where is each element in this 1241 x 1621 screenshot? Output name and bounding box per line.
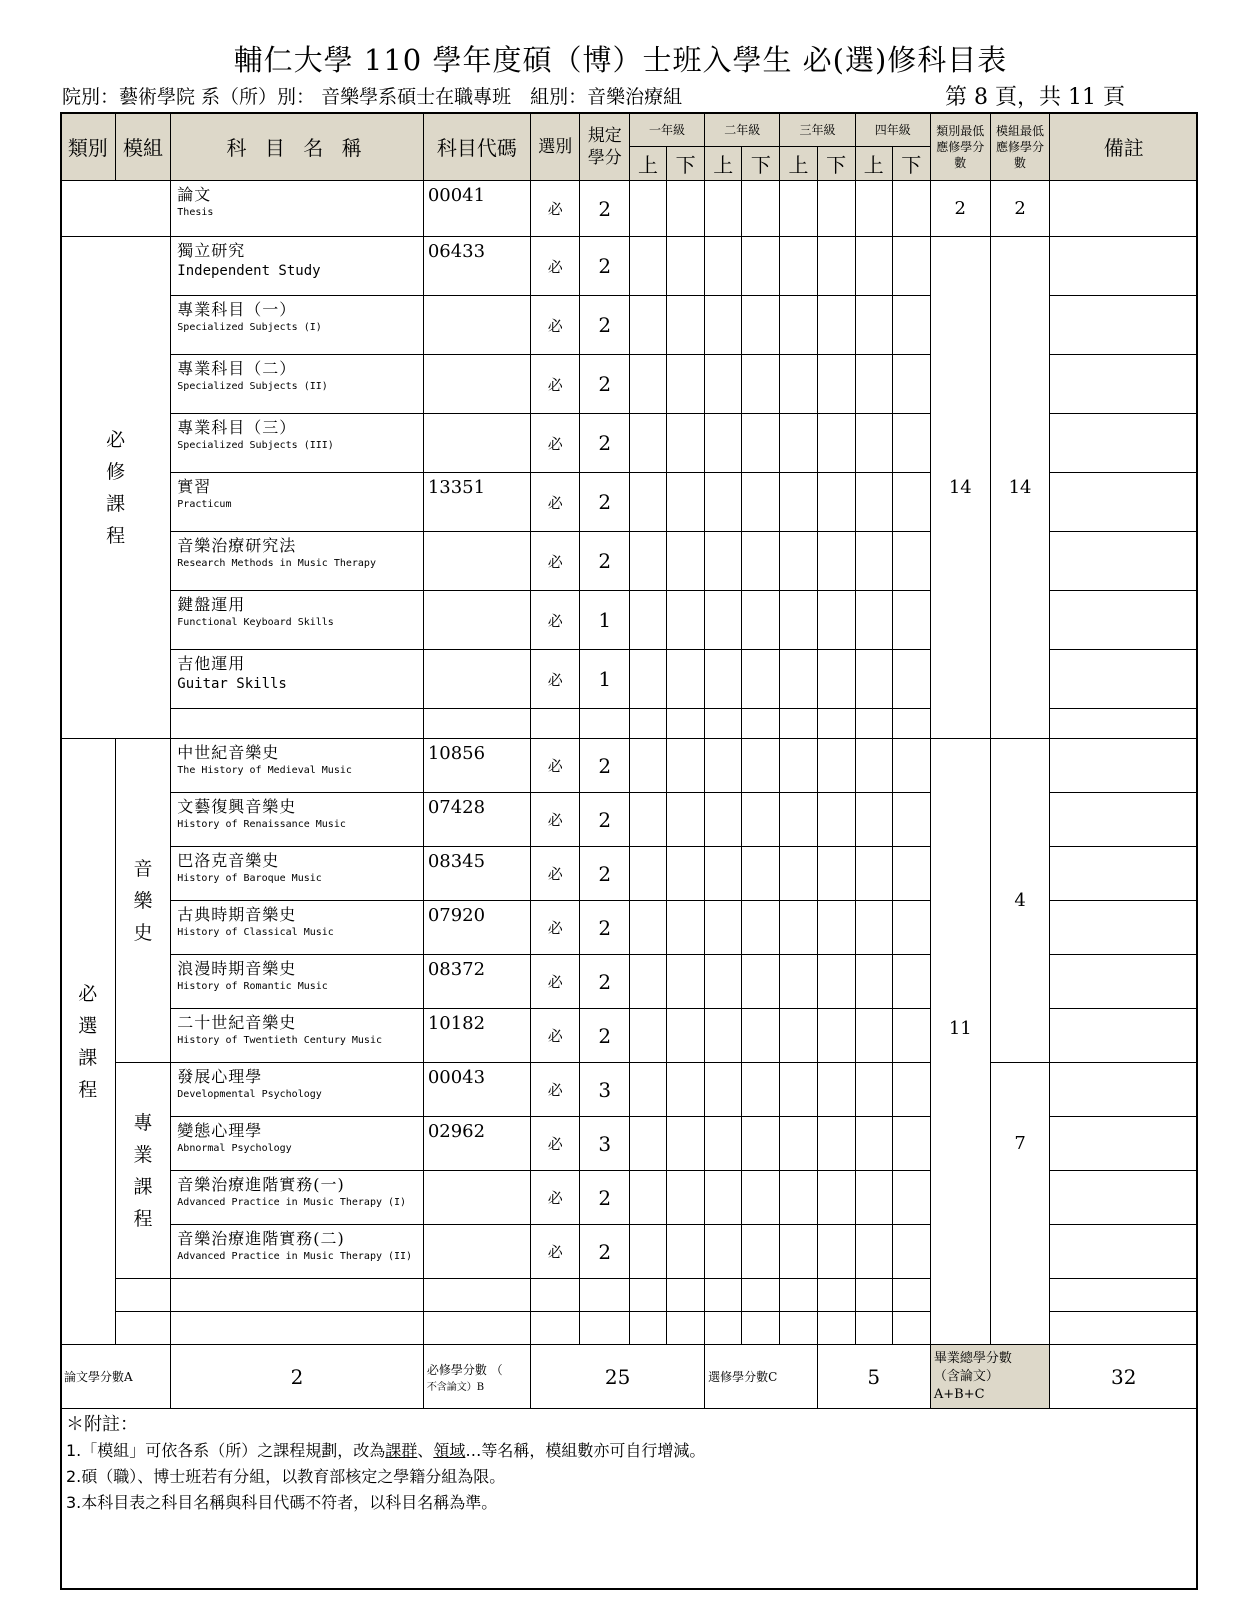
course-code: 07428 (423, 793, 530, 847)
course-name: 巴洛克音樂史 History of Baroque Music (171, 847, 424, 901)
course-name: 二十世紀音樂史 History of Twentieth Century Music (171, 1009, 424, 1063)
course-code: 13351 (423, 473, 530, 532)
course-code: 08345 (423, 847, 530, 901)
credits: 2 (580, 296, 629, 355)
course-code: 06433 (423, 237, 530, 296)
note-2: 2.碩（職）、博士班若有分組，以教育部核定之學籍分組為限。 (66, 1467, 506, 1486)
credits: 2 (580, 355, 629, 414)
header-module: 模組 (115, 113, 171, 181)
course-code: 08372 (423, 955, 530, 1009)
selection: 必 (531, 355, 580, 414)
course-name: 變態心理學 Abnormal Psychology (171, 1117, 424, 1171)
selection: 必 (531, 591, 580, 650)
header-semester-lower: 下 (742, 147, 780, 181)
course-code: 00043 (423, 1063, 530, 1117)
credits: 2 (580, 532, 629, 591)
credits: 2 (580, 1171, 629, 1225)
category-min-credits: 14 (930, 237, 990, 739)
course-name: 專業科目（三） Specialized Subjects (III) (171, 414, 424, 473)
category-min-credits: 2 (930, 181, 990, 237)
notes (66, 1412, 705, 1516)
module-min-credits: 2 (990, 181, 1050, 237)
course-name: 音樂治療研究法 Research Methods in Music Therapy (171, 532, 424, 591)
header-semester-lower: 下 (817, 147, 855, 181)
course-name: 實習 Practicum (171, 473, 424, 532)
course-name: 論文 Thesis (171, 181, 424, 237)
module-label: 專 業 課 程 (115, 1063, 171, 1279)
selection: 必 (531, 296, 580, 355)
required-credits-value: 25 (531, 1345, 705, 1409)
note-1: 1.「模組」可依各系（所）之課程規劃，改為課群、領域…等名稱，模組數亦可自行增減。 (66, 1441, 706, 1460)
header-semester-upper: 上 (629, 147, 666, 181)
selection: 必 (531, 739, 580, 793)
elective-credits-label: 選修學分數C (705, 1345, 817, 1409)
credits: 2 (580, 181, 629, 237)
module-label: 音 樂 史 (115, 739, 171, 1063)
course-code: 10856 (423, 739, 530, 793)
course-name: 專業科目（二） Specialized Subjects (II) (171, 355, 424, 414)
selection: 必 (531, 955, 580, 1009)
credits: 2 (580, 414, 629, 473)
course-name: 專業科目（一） Specialized Subjects (I) (171, 296, 424, 355)
selection: 必 (531, 1063, 580, 1117)
header-semester-upper: 上 (705, 147, 742, 181)
selection: 必 (531, 532, 580, 591)
course-code: 07920 (423, 901, 530, 955)
course-name: 發展心理學 Developmental Psychology (171, 1063, 424, 1117)
course-name: 吉他運用 Guitar Skills (171, 650, 424, 709)
graduation-credits-label: 畢業總學分數 （含論文） A+B+C (930, 1345, 1050, 1409)
header-remarks: 備註 (1050, 113, 1198, 181)
header-category: 類別 (61, 113, 116, 181)
course-code: 00041 (423, 181, 530, 237)
thesis-credits-value: 2 (171, 1345, 424, 1409)
course-code: 10182 (423, 1009, 530, 1063)
credits: 2 (580, 473, 629, 532)
page-number: 第 8 頁，共 11 頁 (945, 85, 1125, 110)
credits: 1 (580, 650, 629, 709)
module-min-credits: 4 (990, 739, 1050, 1063)
page-title: 輔仁大學 110 學年度碩（博）士班入學生 必(選)修科目表 (233, 43, 1008, 77)
course-name: 古典時期音樂史 History of Classical Music (171, 901, 424, 955)
course-name: 浪漫時期音樂史 History of Romantic Music (171, 955, 424, 1009)
course-name: 音樂治療進階實務(一) Advanced Practice in Music Therapy (I) (171, 1171, 424, 1225)
course-code: 02962 (423, 1117, 530, 1171)
header-semester-lower: 下 (667, 147, 705, 181)
category-min-credits: 11 (930, 739, 990, 1345)
module-min-credits: 14 (990, 237, 1050, 739)
selection: 必 (531, 650, 580, 709)
graduation-credits-value: 32 (1050, 1345, 1198, 1409)
header-selection: 選別 (531, 113, 580, 181)
selection: 必 (531, 1171, 580, 1225)
credits: 3 (580, 1063, 629, 1117)
selection: 必 (531, 181, 580, 237)
header-course-code: 科目代碼 (423, 113, 530, 181)
header-year1: 一年級 (629, 113, 704, 147)
selection: 必 (531, 237, 580, 296)
required-credits-label: 必修學分數 （ 不含論文）B (423, 1345, 530, 1409)
selection: 必 (531, 1225, 580, 1279)
department-line: 院別：藝術學院 系（所）別： 音樂學系碩士在職專班 組別：音樂治療組 (62, 86, 683, 108)
course-name: 鍵盤運用 Functional Keyboard Skills (171, 591, 424, 650)
credits: 2 (580, 237, 629, 296)
header-year2: 二年級 (705, 113, 780, 147)
header-semester-upper: 上 (855, 147, 892, 181)
elective-credits-value: 5 (817, 1345, 930, 1409)
header-category-min-credits: 類別最低應修學分數 (930, 113, 990, 181)
course-name: 音樂治療進階實務(二) Advanced Practice in Music Therapy (II) (171, 1225, 424, 1279)
selection: 必 (531, 793, 580, 847)
elective-category-label: 必 選 課 程 (61, 739, 116, 1345)
selection: 必 (531, 847, 580, 901)
credits: 2 (580, 847, 629, 901)
page-border (60, 112, 1198, 1590)
selection: 必 (531, 473, 580, 532)
selection: 必 (531, 1009, 580, 1063)
course-name: 中世紀音樂史 The History of Medieval Music (171, 739, 424, 793)
header-module-min-credits: 模組最低應修學分數 (990, 113, 1050, 181)
credits: 2 (580, 901, 629, 955)
thesis-credits-label: 論文學分數A (61, 1345, 171, 1409)
header-year4: 四年級 (855, 113, 930, 147)
selection: 必 (531, 1117, 580, 1171)
notes-heading: ＊附註： (66, 1414, 138, 1435)
selection: 必 (531, 901, 580, 955)
selection: 必 (531, 414, 580, 473)
header-year3: 三年級 (780, 113, 855, 147)
credits: 3 (580, 1117, 629, 1171)
course-name: 文藝復興音樂史 History of Renaissance Music (171, 793, 424, 847)
header-semester-upper: 上 (780, 147, 817, 181)
course-name: 獨立研究 Independent Study (171, 237, 424, 296)
credits: 2 (580, 739, 629, 793)
credits: 2 (580, 1225, 629, 1279)
credits: 1 (580, 591, 629, 650)
note-3: 3.本科目表之科目名稱與科目代碼不符者，以科目名稱為準。 (66, 1493, 498, 1512)
header-semester-lower: 下 (892, 147, 930, 181)
header-course-name: 科 目 名 稱 (171, 113, 424, 181)
required-category-label: 必 修 課 程 (61, 237, 171, 739)
credits: 2 (580, 793, 629, 847)
header-credits: 規定學分 (580, 113, 629, 181)
credits: 2 (580, 955, 629, 1009)
credits: 2 (580, 1009, 629, 1063)
module-min-credits: 7 (990, 1063, 1050, 1345)
